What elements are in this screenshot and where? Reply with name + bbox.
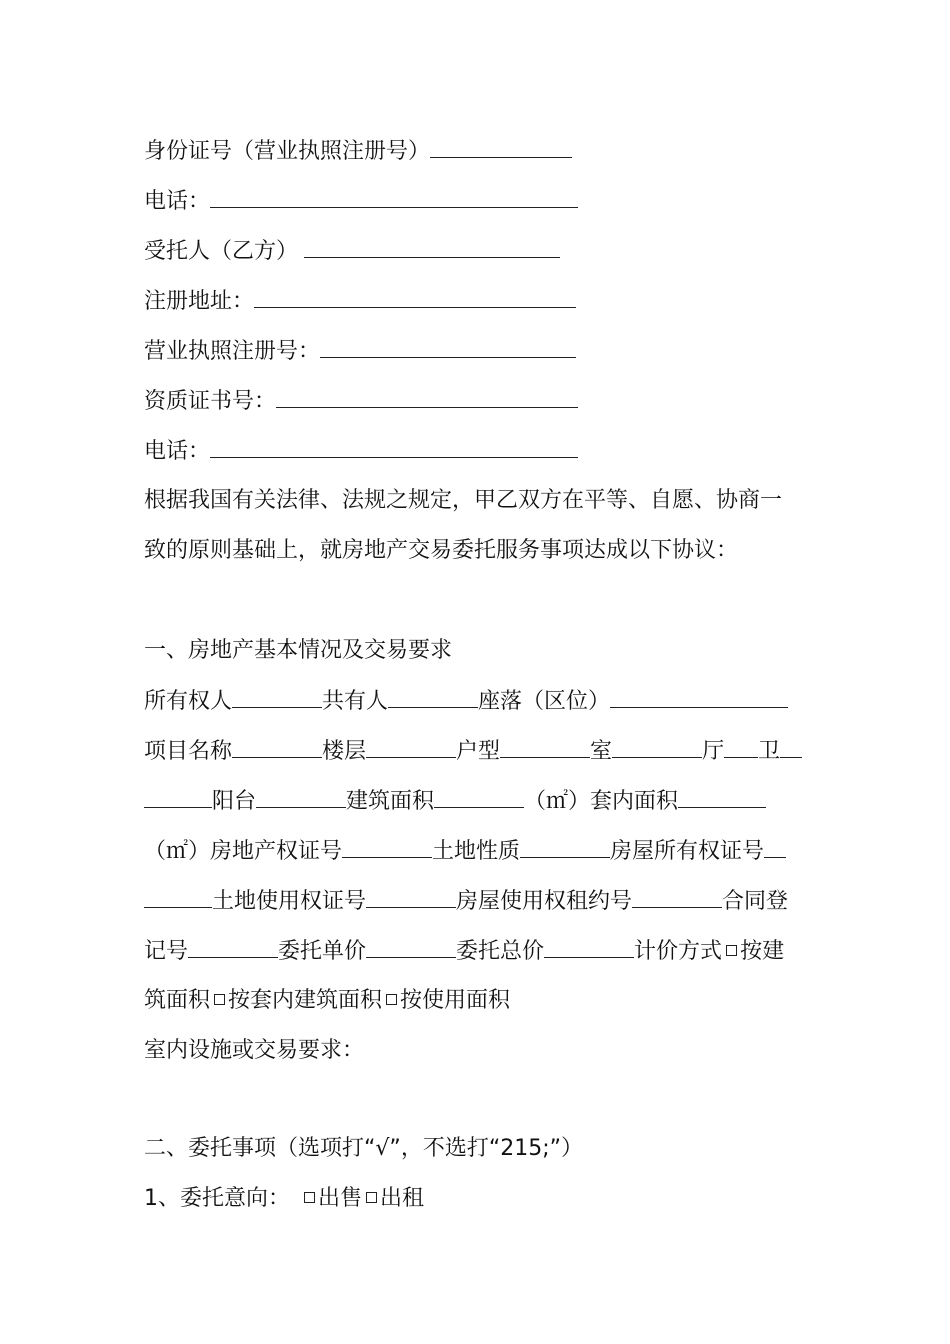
house-cert-label: 房屋所有权证号 (610, 839, 765, 864)
location-label: 座落（区位） (478, 689, 611, 714)
owner-label: 所有权人 (144, 689, 233, 714)
pricing-method-label: 计价方式 (634, 939, 723, 964)
sell-label: 出售 (318, 1186, 363, 1211)
contract-reg-label-a: 合同登 (722, 889, 789, 914)
opt-usable-area: 按使用面积 (400, 988, 511, 1013)
area-row (144, 786, 766, 816)
property-cert-blank[interactable] (342, 836, 432, 858)
agent-title-label: 受托人（乙方） (144, 239, 299, 264)
house-cert-blank[interactable] (764, 836, 786, 858)
pricing-options-row (144, 986, 510, 1016)
hall-blank[interactable] (724, 736, 758, 758)
price-row (144, 936, 784, 966)
building-area-label: 建筑面积 (346, 789, 435, 814)
unit-price-blank[interactable] (366, 936, 456, 958)
owner-blank[interactable] (232, 686, 322, 708)
lease-no-blank[interactable] (632, 886, 722, 908)
agent-license-label: 营业执照注册号： (144, 339, 321, 364)
interior-area-label: 套内面积 (590, 789, 679, 814)
principal-phone-label: 电话： (144, 189, 211, 214)
contract-reg-label-b: 记号 (144, 939, 189, 964)
land-cert-blank[interactable] (366, 886, 456, 908)
intent-label: 1、委托意向： (144, 1186, 290, 1211)
interior-area-blank[interactable] (678, 786, 766, 808)
unit-type-label: 户型 (456, 739, 501, 764)
project-row (144, 736, 802, 766)
total-price-label: 委托总价 (456, 939, 545, 964)
rent-label: 出租 (380, 1186, 425, 1211)
agent-title-row (144, 236, 560, 266)
opt-building-area-a: 按建 (740, 939, 785, 964)
rent-checkbox[interactable] (366, 1192, 377, 1203)
agent-phone-row (144, 436, 578, 466)
agent-qualification-row (144, 386, 578, 416)
bath-label: 卫 (758, 739, 781, 764)
room-label: 室 (590, 739, 613, 764)
opt-building-area-b: 筑面积 (144, 988, 211, 1013)
unit-type-blank[interactable] (500, 736, 590, 758)
agent-name-blank[interactable] (304, 236, 560, 258)
floor-label: 楼层 (322, 739, 367, 764)
sell-checkbox[interactable] (304, 1192, 315, 1203)
sqm-unit-1: （㎡） (524, 789, 591, 814)
interior-area-checkbox[interactable] (214, 994, 225, 1005)
unit-price-label: 委托单价 (278, 939, 367, 964)
project-blank[interactable] (232, 736, 322, 758)
project-label: 项目名称 (144, 739, 233, 764)
building-area-blank[interactable] (434, 786, 524, 808)
floor-blank[interactable] (366, 736, 456, 758)
contract-reg-blank[interactable] (188, 936, 278, 958)
principal-id-blank[interactable] (430, 136, 572, 158)
bath-blank[interactable] (780, 736, 802, 758)
intro-line-2: 致的原则基础上，就房地产交易委托服务事项达成以下协议： (144, 538, 739, 563)
balcony-count-blank[interactable] (256, 786, 346, 808)
total-price-blank[interactable] (544, 936, 634, 958)
land-cert-label: 土地使用权证号 (212, 889, 367, 914)
section1-heading: 一、房地产基本情况及交易要求 (144, 638, 453, 663)
land-nature-blank[interactable] (520, 836, 610, 858)
balcony-label: 阳台 (212, 789, 257, 814)
hall-label: 厅 (702, 739, 725, 764)
agent-qualification-label: 资质证书号： (144, 389, 277, 414)
principal-phone-blank[interactable] (210, 186, 578, 208)
section2-heading: 二、委托事项（选项打“√”，不选打“215;”） (144, 1136, 584, 1161)
building-area-checkbox[interactable] (726, 945, 737, 956)
principal-id-label: 身份证号（营业执照注册号） (144, 139, 431, 164)
co-owner-label: 共有人 (322, 689, 389, 714)
intro-line-1: 根据我国有关法律、法规之规定，甲乙双方在平等、自愿、协商一 (144, 488, 783, 513)
principal-phone-row (144, 186, 578, 216)
sqm-unit-2: （㎡） (144, 839, 211, 864)
agent-license-row (144, 336, 576, 366)
principal-id-row (144, 136, 572, 166)
cert-row (144, 836, 786, 866)
land-cert-row (144, 886, 788, 916)
property-cert-label: 房地产权证号 (210, 839, 343, 864)
agent-phone-label: 电话： (144, 439, 211, 464)
land-nature-label: 土地性质 (432, 839, 521, 864)
agent-address-blank[interactable] (254, 286, 576, 308)
agent-address-label: 注册地址： (144, 289, 255, 314)
agent-phone-blank[interactable] (210, 436, 578, 458)
lease-no-label: 房屋使用权租约号 (456, 889, 633, 914)
agent-address-row (144, 286, 576, 316)
owner-row (144, 686, 788, 716)
usable-area-checkbox[interactable] (386, 994, 397, 1005)
intent-row (144, 1184, 424, 1214)
agent-license-blank[interactable] (320, 336, 576, 358)
room-blank[interactable] (612, 736, 702, 758)
requirements-label: 室内设施或交易要求： (144, 1038, 365, 1063)
co-owner-blank[interactable] (388, 686, 478, 708)
balcony-blank[interactable] (144, 786, 212, 808)
agent-qualification-blank[interactable] (276, 386, 578, 408)
house-cert-blank-cont[interactable] (144, 886, 212, 908)
opt-interior-area: 按套内建筑面积 (228, 988, 383, 1013)
location-blank[interactable] (610, 686, 788, 708)
